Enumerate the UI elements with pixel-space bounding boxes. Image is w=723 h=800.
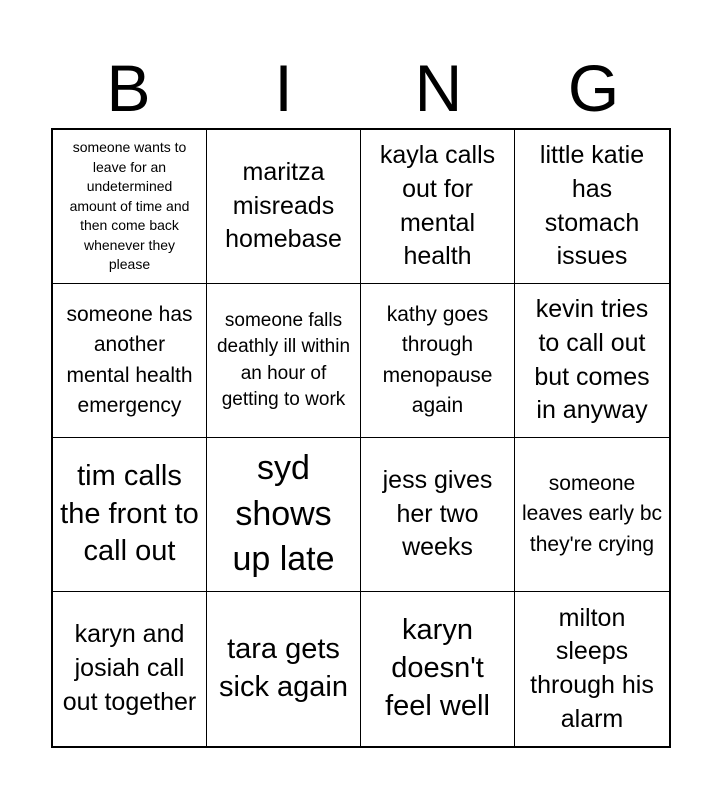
bingo-cell-r4c2[interactable] bbox=[207, 592, 361, 746]
bingo-cell-r3c4[interactable] bbox=[515, 438, 669, 592]
bingo-cell-r1c1[interactable] bbox=[53, 130, 207, 284]
bingo-cell-r2c4[interactable] bbox=[515, 284, 669, 438]
cell-text: someone leaves early bc they're crying bbox=[521, 471, 663, 556]
header-letter-b: B bbox=[106, 51, 151, 125]
cell-text: kayla calls out for mental health bbox=[379, 141, 496, 271]
bingo-cell-r3c3[interactable] bbox=[361, 438, 515, 592]
cell-text: karyn and josiah call out together bbox=[62, 620, 197, 716]
bingo-cell-r2c2[interactable] bbox=[207, 284, 361, 438]
bingo-cell-r4c1[interactable] bbox=[53, 592, 207, 746]
cell-text: karyn doesn't feel well bbox=[385, 614, 490, 722]
bingo-board bbox=[51, 128, 671, 748]
cell-text: someone falls deathly ill within an hour of getting to work bbox=[216, 310, 351, 410]
bingo-cell-r1c4[interactable] bbox=[515, 130, 669, 284]
cell-text: milton sleeps through his alarm bbox=[530, 603, 654, 733]
cell-text: tim calls the front to call out bbox=[60, 459, 199, 568]
cell-text: kevin tries to call out but comes in anyway bbox=[534, 295, 650, 425]
cell-text: kathy goes through menopause again bbox=[382, 302, 493, 417]
cell-text: tara gets sick again bbox=[219, 633, 348, 703]
bingo-cell-r2c1[interactable] bbox=[53, 284, 207, 438]
bingo-cell-r4c4[interactable] bbox=[515, 592, 669, 746]
cell-text: syd shows up late bbox=[232, 448, 335, 579]
cell-text: little katie has stomach issues bbox=[539, 141, 645, 271]
bingo-cell-r2c3[interactable] bbox=[361, 284, 515, 438]
bingo-cell-r3c2[interactable] bbox=[207, 438, 361, 592]
cell-text: someone has another mental health emergency bbox=[66, 302, 193, 417]
bingo-cell-r4c3[interactable] bbox=[361, 592, 515, 746]
bingo-cell-r3c1[interactable] bbox=[53, 438, 207, 592]
bingo-cell-r1c3[interactable] bbox=[361, 130, 515, 284]
bingo-cell-r1c2[interactable] bbox=[207, 130, 361, 284]
header-letter-i: I bbox=[274, 51, 293, 125]
header-letter-g: G bbox=[567, 51, 620, 125]
cell-text: someone wants to leave for an undetermined amount of time and then come back whenever they please bbox=[69, 138, 190, 273]
cell-text: maritza misreads homebase bbox=[225, 157, 342, 254]
cell-text: jess gives her two weeks bbox=[382, 465, 493, 562]
header-letter-n: N bbox=[414, 51, 463, 125]
bingo-header bbox=[51, 48, 671, 128]
